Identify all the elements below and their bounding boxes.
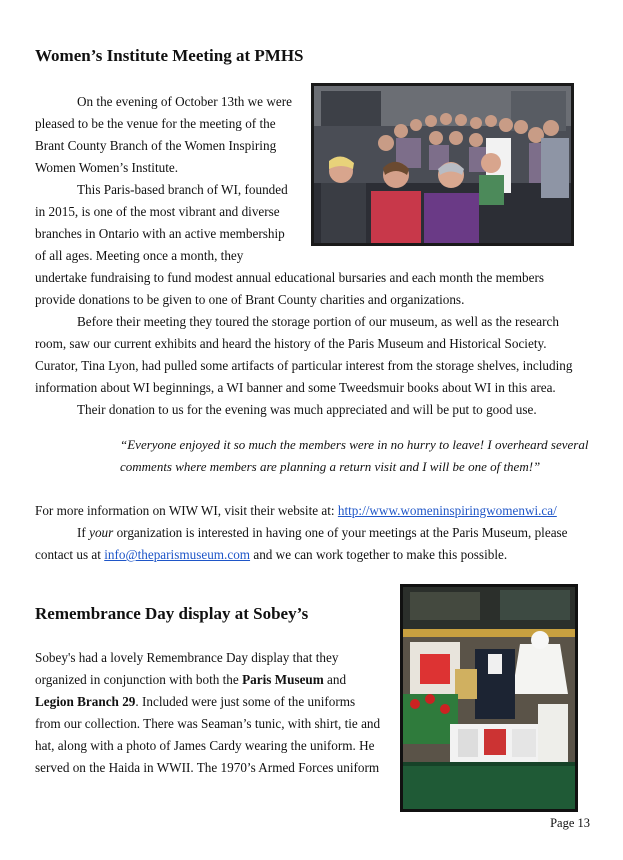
wi-paragraph-line: This Paris-based branch of WI, founded xyxy=(77,182,288,197)
sobeys-paragraph-line xyxy=(35,692,355,711)
wi-paragraph-line: On the evening of October 13th we were xyxy=(77,94,292,109)
info-prefix: For more information on WIW WI, visit their website at: xyxy=(35,503,338,518)
wi-paragraph-line: Before their meeting they toured the storage portion of our museum, as well as the research xyxy=(77,314,559,329)
remembrance-display-photo xyxy=(400,584,578,812)
remembrance-display-illustration xyxy=(400,584,578,812)
wi-paragraph-line: Women Women’s Institute. xyxy=(35,160,179,175)
wi-group-photo xyxy=(311,83,574,246)
contact-suffix: and we can work together to make this possible. xyxy=(250,547,508,562)
info-line xyxy=(35,501,557,520)
sobeys-paragraph-line xyxy=(35,670,346,689)
wi-group-photo-illustration xyxy=(311,83,574,246)
paris-museum-bold: Paris Museum xyxy=(242,672,324,687)
if-rest: organization is interested in having one of your meetings at the Paris Museum, please xyxy=(113,525,568,540)
wi-paragraph-line: branches in Ontario with an active membership xyxy=(35,226,285,241)
section-heading-remembrance: Remembrance Day display at Sobey’s xyxy=(35,604,309,623)
wi-paragraph-line: undertake fundraising to fund modest annual educational bursaries and each month the members xyxy=(35,270,545,285)
if-line xyxy=(35,523,568,542)
sobeys-paragraph-line: Sobey's had a lovely Remembrance Day display that they xyxy=(35,650,339,665)
l2c: and xyxy=(323,672,347,687)
wi-paragraph-line: of all ages. Meeting once a month, they xyxy=(35,248,244,263)
page-number: Page 13 xyxy=(550,816,590,830)
wi-paragraph-line: pleased to be the venue for the meeting of the xyxy=(35,116,276,131)
wi-paragraph-line: Brant County Branch of the Women Inspiring xyxy=(35,138,277,153)
wi-paragraph-line: in 2015, is one of the most vibrant and diverse xyxy=(35,204,280,219)
sobeys-paragraph-line: from our collection. There was Seaman’s tunic, with shirt, tie and xyxy=(35,716,381,731)
contact-email-link[interactable]: info@theparismuseum.com xyxy=(104,547,251,562)
sobeys-paragraph-line: served on the Haida in WWII. The 1970’s Armed Forces uniform xyxy=(35,760,380,775)
if-italic: your xyxy=(89,525,114,540)
sobeys-paragraph-line: hat, along with a photo of James Cardy wearing the uniform. He xyxy=(35,738,375,753)
quote-line: comments where members are planning a return visit and I will be one of them!” xyxy=(120,459,541,474)
contact-prefix: contact us at xyxy=(35,547,105,562)
contact-line xyxy=(35,545,507,564)
section-heading-wi-meeting: Women’s Institute Meeting at PMHS xyxy=(35,46,304,65)
if-prefix: If xyxy=(77,525,90,540)
wi-paragraph-line: room, saw our current exhibits and heard the history of the Paris Museum and Historical Society. xyxy=(35,336,547,351)
wi-paragraph-line: Their donation to us for the evening was much appreciated and will be put to good use. xyxy=(77,402,537,417)
l2a: organized in conjunction with both the xyxy=(35,672,243,687)
quote-line: “Everyone enjoyed it so much the members were in no hurry to leave! I overheard several xyxy=(120,437,589,452)
wiw-website-link[interactable]: http://www.womeninspiringwomenwi.ca/ xyxy=(337,503,557,518)
l3b: . Included were just some of the uniforms xyxy=(135,694,356,709)
legion-branch-bold: Legion Branch 29 xyxy=(35,694,136,709)
wi-paragraph-line: Curator, Tina Lyon, had pulled some artifacts of particular interest from the storage shelves, including xyxy=(35,358,573,373)
wi-paragraph-line: provide donations to be given to one of Brant County charities and organizations. xyxy=(35,292,465,307)
wi-paragraph-line: information about WI beginnings, a WI banner and some Tweedsmuir books about WI in this area. xyxy=(35,380,556,395)
